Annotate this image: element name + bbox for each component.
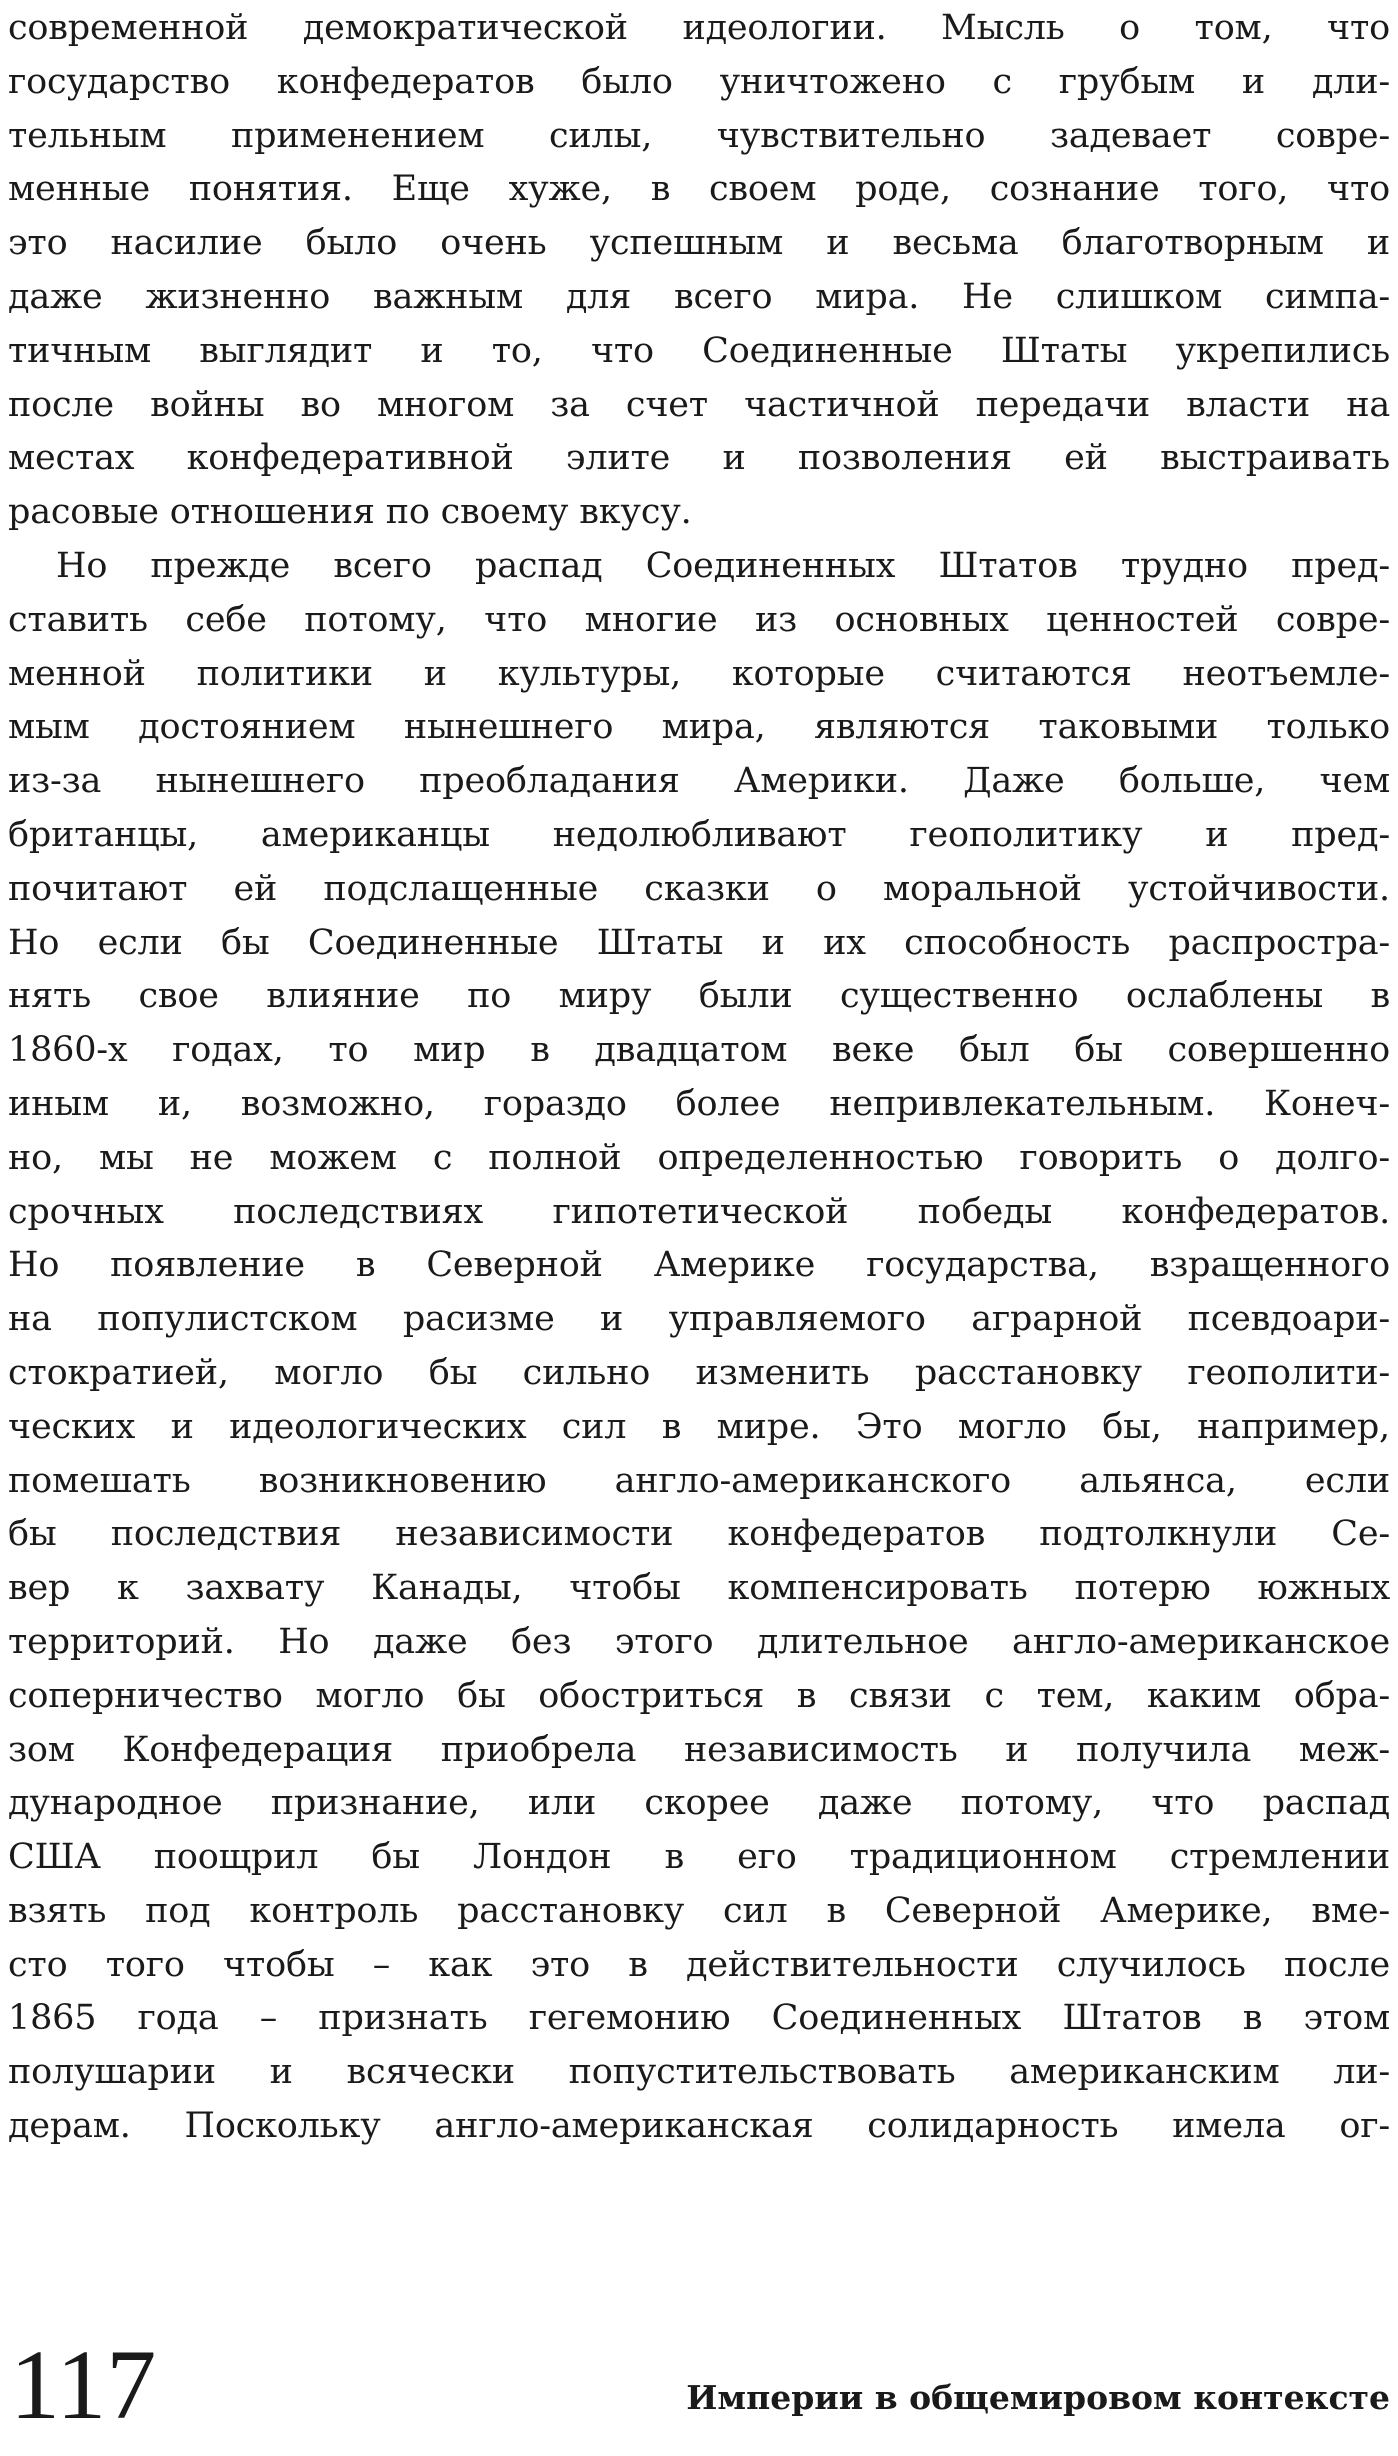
book-page (8, 0, 1390, 2456)
text-line: нять свое влияние по миру были существенно ослаблены в (8, 976, 1390, 1017)
text-line: Но появление в Северной Америке государства, взращенного (8, 1245, 1390, 1286)
text-line: вер к захвату Канады, чтобы компенсировать потерю южных (8, 1568, 1390, 1609)
text-line: тельным применением силы, чувствительно задевает совре- (8, 115, 1390, 156)
text-line: 1865 года – признать гегемонию Соединенных Штатов в этом (8, 1998, 1390, 2039)
text-line: расовые отношения по своему вкусу. (8, 492, 692, 533)
text-line: дународное признание, или скорее даже потому, что распад (8, 1783, 1390, 1824)
text-line: ставить себе потому, что многие из основных ценностей совре- (8, 599, 1390, 640)
text-line: полушарии и всячески попустительствовать американским ли- (8, 2052, 1390, 2093)
text-line: после войны во многом за счет частичной передачи власти на (8, 384, 1390, 425)
text-line: менной политики и культуры, которые считаются неотъемле- (8, 653, 1390, 694)
running-head: Империи в общемировом контексте (686, 2378, 1390, 2417)
text-line: государство конфедератов было уничтожено с грубым и дли- (8, 61, 1390, 102)
text-line: местах конфедеративной элите и позволения ей выстраивать (8, 438, 1390, 479)
text-line: срочных последствиях гипотетической победы конфедератов. (8, 1191, 1390, 1232)
text-line: территорий. Но даже без этого длительное англо-американское (8, 1621, 1390, 1662)
text-line: мым достоянием нынешнего мира, являются таковыми только (8, 707, 1390, 748)
text-line: это насилие было очень успешным и весьма благотворным и (8, 223, 1390, 264)
text-line: из-за нынешнего преобладания Америки. Даже больше, чем (8, 761, 1390, 802)
text-line: но, мы не можем с полной определенностью говорить о долго- (8, 1137, 1390, 1178)
text-line: помешать возникновению англо-американского альянса, если (8, 1460, 1390, 1501)
text-line: соперничество могло бы обостриться в связи с тем, каким обра- (8, 1675, 1390, 1716)
body-text (8, 2, 1390, 2154)
text-line: дерам. Поскольку англо-американская солидарность имела ог- (8, 2106, 1390, 2147)
text-line: Но прежде всего распад Соединенных Штатов трудно пред- (56, 545, 1390, 586)
page-number: 117 (10, 2329, 157, 2440)
text-line: США поощрил бы Лондон в его традиционном стремлении (8, 1837, 1390, 1878)
text-line: почитают ей подслащенные сказки о моральной устойчивости. (8, 868, 1390, 909)
text-line: даже жизненно важным для всего мира. Не слишком симпа- (8, 276, 1390, 317)
text-line: британцы, американцы недолюбливают геополитику и пред- (8, 814, 1390, 855)
text-line: иным и, возможно, гораздо более непривлекательным. Конеч- (8, 1083, 1390, 1124)
text-line: современной демократической идеологии. Мысль о том, что (8, 8, 1390, 48)
text-line: сто того чтобы – как это в действительности случилось после (8, 1944, 1390, 1985)
page-footer (8, 2330, 1390, 2440)
text-line: менные понятия. Еще хуже, в своем роде, сознание того, что (8, 169, 1390, 210)
text-line: бы последствия независимости конфедератов подтолкнули Се- (8, 1514, 1390, 1555)
text-line: стократией, могло бы сильно изменить расстановку геополити- (8, 1352, 1390, 1393)
text-line: зом Конфедерация приобрела независимость и получила меж- (8, 1729, 1390, 1770)
text-line: взять под контроль расстановку сил в Северной Америке, вме- (8, 1890, 1390, 1931)
text-line: на популистском расизме и управляемого аграрной псевдоари- (8, 1299, 1390, 1340)
text-line: Но если бы Соединенные Штаты и их способность распростра- (8, 922, 1390, 963)
text-line: тичным выглядит и то, что Соединенные Штаты укрепились (8, 330, 1390, 371)
text-line: 1860-х годах, то мир в двадцатом веке был бы совершенно (8, 1030, 1390, 1071)
text-line: ческих и идеологических сил в мире. Это могло бы, например, (8, 1406, 1390, 1447)
